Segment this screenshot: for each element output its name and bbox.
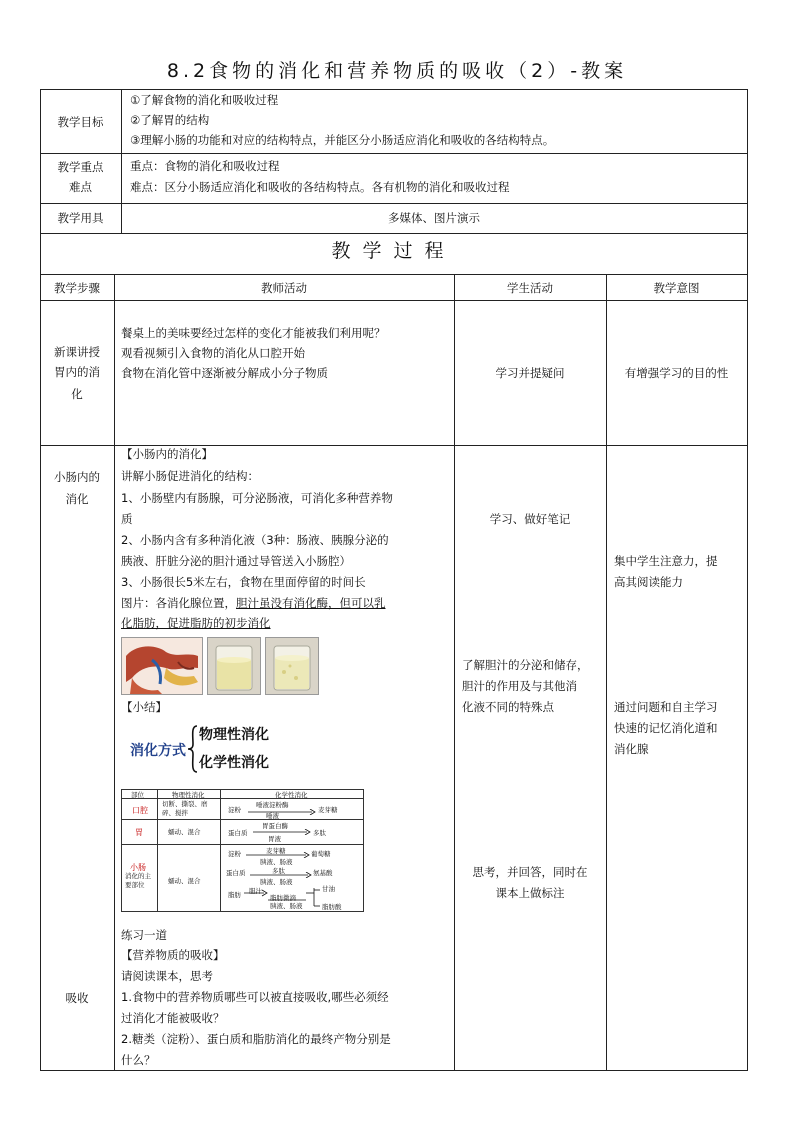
mini-chem: 多肽 (272, 867, 285, 875)
teacher-text: 2、小肠内含有多种消化液（3种：肠液、胰腺分泌的 (121, 533, 389, 547)
intent-text: 通过问题和自主学习 (614, 700, 718, 714)
mini-chem: 胃蛋白酶 (262, 822, 288, 830)
mini-physical: 蠕动、混合 (168, 828, 201, 836)
student-text: 了解胆汁的分泌和储存， (462, 658, 589, 672)
step-label: 吸收 (65, 991, 89, 1005)
mini-chem: 淀粉 (228, 850, 241, 858)
mini-physical: 切断、撕裂、磨碎、搅拌 (162, 800, 208, 817)
digestion-type-label: 消化方式 (130, 743, 186, 759)
absorb-text: 过消化才能被吸收？ (121, 1011, 225, 1025)
absorb-text: 2.糖类（淀粉）、蛋白质和脂肪消化的最终产物分别是 (121, 1032, 391, 1046)
mini-chem: 唾液 (266, 812, 279, 820)
header-teacher: 教师活动 (261, 281, 307, 295)
teacher-text: 讲解小肠促进消化的结构： (121, 469, 259, 483)
arrow-icon (250, 872, 312, 878)
mini-part-sub: 消化的主要部位 (125, 872, 151, 889)
step-label: 小肠内的 (54, 470, 100, 484)
mini-chem: 胰液、肠液 (260, 858, 293, 866)
digestive-organ-image (121, 637, 203, 695)
mini-chem: 脂肪微滴 (270, 894, 296, 902)
mini-chem: 麦芽糖 (266, 847, 286, 855)
student-text: 化液不同的特殊点 (462, 700, 554, 714)
key-point-text: 重点：食物的消化和吸收过程 (130, 159, 280, 173)
step-label: 消化 (65, 492, 89, 506)
mini-chem: 脂肪酸 (322, 903, 342, 911)
mini-part: 胃 (135, 828, 143, 837)
mini-part: 口腔 (132, 806, 148, 815)
key-points-label: 教学重点 (57, 160, 104, 174)
teacher-text: 观看视频引入食物的消化从口腔开始 (121, 346, 305, 360)
pic-line-plain: 图片：各消化腺位置， (121, 596, 236, 610)
mini-header: 化学性消化 (275, 791, 308, 799)
mini-chem: 蛋白质 (226, 869, 246, 877)
mini-chem: 多肽 (313, 829, 326, 837)
objectives-label: 教学目标 (57, 115, 104, 129)
absorb-text: 【营养物质的吸收】 (121, 948, 225, 962)
process-title: 教学过程 (331, 240, 456, 262)
mini-chem: 甘油 (322, 885, 335, 893)
mini-chem: 胰液、肠液 (260, 878, 293, 886)
header-step: 教学步骤 (54, 281, 100, 295)
student-text: 思考，并回答，同时在 (472, 865, 588, 879)
absorb-text: 1.食物中的营养物质哪些可以被直接吸收,哪些必须经 (121, 990, 389, 1004)
student-text: 课本上做标注 (495, 886, 565, 900)
student-text: 学习、做好笔记 (489, 512, 571, 526)
difficult-points-label: 难点 (69, 180, 92, 194)
difficult-point-text: 难点：区分小肠适应消化和吸收的各结构特点。各有机物的消化和吸收过程 (130, 180, 510, 194)
step-label: 化 (71, 387, 83, 401)
tools-label: 教学用具 (57, 211, 104, 225)
step-label: 胃内的消 (54, 365, 100, 379)
fat-digestion-arrows-icon (244, 888, 322, 910)
teacher-text: 【小肠内的消化】 (121, 447, 213, 461)
mini-chem: 麦芽糖 (318, 806, 338, 814)
mini-part: 小肠 (130, 863, 146, 872)
intent-text: 集中学生注意力，提 (614, 554, 718, 568)
brace-icon (187, 724, 199, 774)
teacher-text-underlined: 化脂肪，促进脂肪的初步消化 (121, 616, 271, 630)
mini-chem: 胰液、肠液 (270, 902, 303, 910)
intent-text: 消化腺 (614, 742, 649, 756)
physical-digestion-label: 物理性消化 (199, 727, 269, 743)
mini-chem: 葡萄糖 (311, 850, 331, 858)
teacher-text: 食物在消化管中逐渐被分解成小分子物质 (121, 366, 328, 380)
step-label: 新课讲授 (54, 345, 100, 359)
mini-chem: 淀粉 (228, 806, 241, 814)
mini-chem: 蛋白质 (228, 829, 248, 837)
exercise-text: 练习一道 (121, 928, 167, 942)
arrow-icon (253, 829, 311, 835)
mini-chem: 胃液 (268, 835, 281, 843)
arrow-icon (248, 809, 316, 815)
teacher-text: 质 (121, 512, 133, 526)
chemical-digestion-label: 化学性消化 (199, 755, 269, 771)
fat-emulsion-beaker-image (265, 637, 319, 695)
mini-header: 部位 (131, 791, 144, 799)
objective-item: ③理解小肠的功能和对应的结构特点，并能区分小肠适应消化和吸收的各结构特点。 (130, 133, 555, 147)
objective-item: ②了解胃的结构 (130, 113, 210, 127)
pic-line-underlined: 胆汁虽没有消化酶，但可以乳 (236, 596, 386, 610)
student-text: 胆汁的作用及与其他消 (462, 679, 577, 693)
student-text: 学习并提疑问 (495, 366, 565, 380)
header-student: 学生活动 (507, 281, 553, 295)
intent-text: 快速的记忆消化道和 (614, 721, 718, 735)
absorb-text: 请阅读课本，思考 (121, 969, 213, 983)
mini-chem: 脂肪 (228, 891, 241, 899)
teacher-text: 3、小肠很长5米左右，食物在里面停留的时间长 (121, 575, 366, 589)
teacher-text: 1、小肠壁内有肠腺，可分泌肠液，可消化多种营养物 (121, 491, 393, 505)
tools-value: 多媒体、图片演示 (388, 211, 480, 225)
intent-text: 有增强学习的目的性 (624, 366, 729, 380)
teacher-text (121, 593, 386, 613)
teacher-text: 胰液、肝脏分泌的胆汁通过导管送入小肠腔） (121, 554, 351, 568)
mini-chem: 胆汁 (249, 887, 262, 895)
page-title: 8.2食物的消化和营养物质的吸收（2）-教案 (166, 60, 628, 82)
objective-item: ①了解食物的消化和吸收过程 (130, 93, 279, 107)
mini-header: 物理性消化 (172, 791, 205, 799)
mini-chem: 氨基酸 (313, 869, 333, 877)
intent-text: 高其阅读能力 (614, 575, 683, 589)
header-intent: 教学意图 (653, 281, 700, 295)
summary-label: 【小结】 (121, 700, 167, 714)
mini-chem: 唾液淀粉酶 (256, 801, 289, 809)
absorb-text: 什么？ (121, 1053, 156, 1067)
bile-beaker-image (207, 637, 261, 695)
arrow-icon (246, 852, 310, 858)
teacher-text: 餐桌上的美味要经过怎样的变化才能被我们利用呢？ (121, 326, 386, 340)
mini-physical: 蠕动、混合 (168, 877, 201, 885)
